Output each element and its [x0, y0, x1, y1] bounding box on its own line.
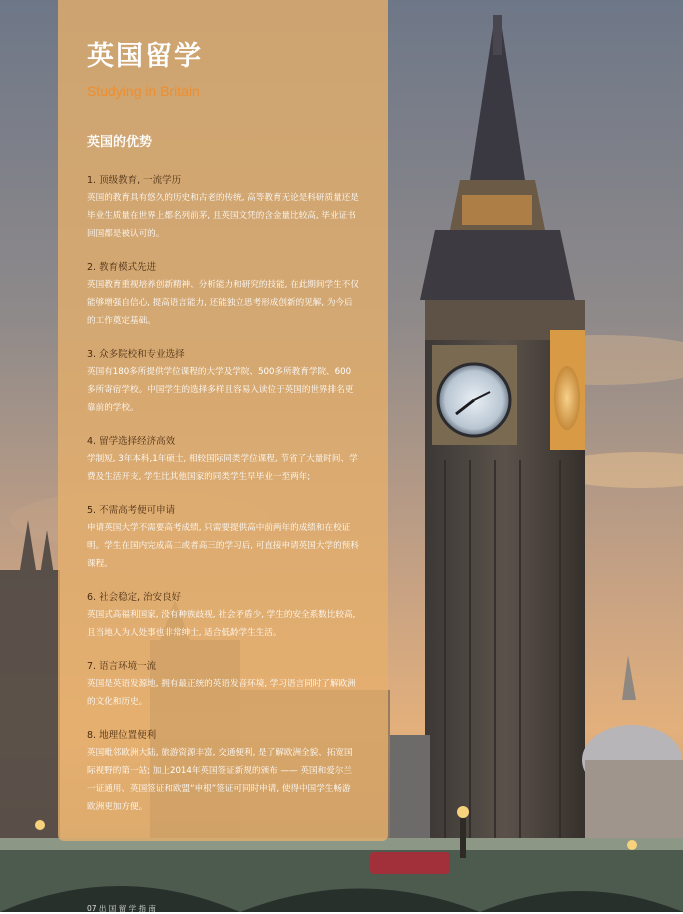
advantage-body: 英国教育重视培养创新精神、分析能力和研究的技能, 在此期间学生不仅能够增强自信心, 提高语言能力, 还能独立思考形成创新的见解, 为今后的工作奠定基础。 — [87, 280, 359, 326]
advantage-body: 英国有180多所提供学位课程的大学及学院、500多所教育学院、600多所寄宿学校。中国学生的选择多样且容易入读位于英国的世界排名更靠前的学校。 — [87, 367, 354, 413]
advantage-title: 7. 语言环境一流 — [87, 661, 157, 672]
page-footer: 07 出 国 留 学 指 南 — [87, 904, 156, 913]
advantage-item — [87, 260, 359, 330]
advantages-list — [87, 173, 359, 833]
page-subtitle: Studying in Britain — [87, 83, 200, 99]
advantage-title: 2. 教育模式先进 — [87, 262, 157, 273]
advantage-body: 英国毗邻欧洲大陆, 旅游资源丰富, 交通便利, 是了解欧洲全貌、拓宽国际视野的第一站; 加上2014年英国签证新规的颁布 —— 英国和爱尔兰一证通用、英国签证和欧盟“申根”签证可同时申请, 使得中国学生畅游欧洲更加方便。 — [87, 748, 353, 812]
advantage-item — [87, 728, 359, 816]
advantage-body: 英国是英语发源地, 拥有最正统的英语发音环境, 学习语言同时了解欧洲的文化和历史。 — [87, 679, 356, 707]
advantage-title: 6. 社会稳定, 治安良好 — [87, 592, 182, 603]
advantage-item — [87, 347, 359, 417]
advantage-body: 英国的教育具有悠久的历史和古老的传统, 高等教育无论是科研质量还是毕业生质量在世界上都名列前茅, 且英国文凭的含金量比较高, 毕业证书回国都是被认可的。 — [87, 193, 359, 239]
page-title: 英国留学 — [87, 41, 203, 72]
advantage-item — [87, 173, 359, 243]
advantage-body: 申请英国大学不需要高考成绩, 只需要提供高中前两年的成绩和在校证明。学生在国内完成高二或者高三的学习后, 可直接申请英国大学的预科课程。 — [87, 523, 359, 569]
advantage-title: 5. 不需高考便可申请 — [87, 505, 176, 516]
advantage-item — [87, 503, 359, 573]
advantage-item — [87, 434, 359, 486]
advantage-title: 8. 地理位置便利 — [87, 730, 157, 741]
advantage-title: 3. 众多院校和专业选择 — [87, 349, 185, 360]
advantage-title: 1. 顶级教育, 一流学历 — [87, 175, 182, 186]
section-heading: 英国的优势 — [87, 135, 153, 150]
advantage-item — [87, 659, 359, 711]
advantage-body: 学制短, 3年本科,1年硕士, 相较国际同类学位课程, 节省了大量时间、学费及生活开支, 学生比其他国家的同类学生早毕业一至两年; — [87, 454, 358, 482]
advantage-item — [87, 590, 359, 642]
advantage-title: 4. 留学选择经济高效 — [87, 436, 176, 447]
advantage-body: 英国式高福利国家, 没有种族歧视, 社会矛盾少, 学生的安全系数比较高, 且当地人为人处事也非常绅士, 适合低龄学生生活。 — [87, 610, 356, 638]
